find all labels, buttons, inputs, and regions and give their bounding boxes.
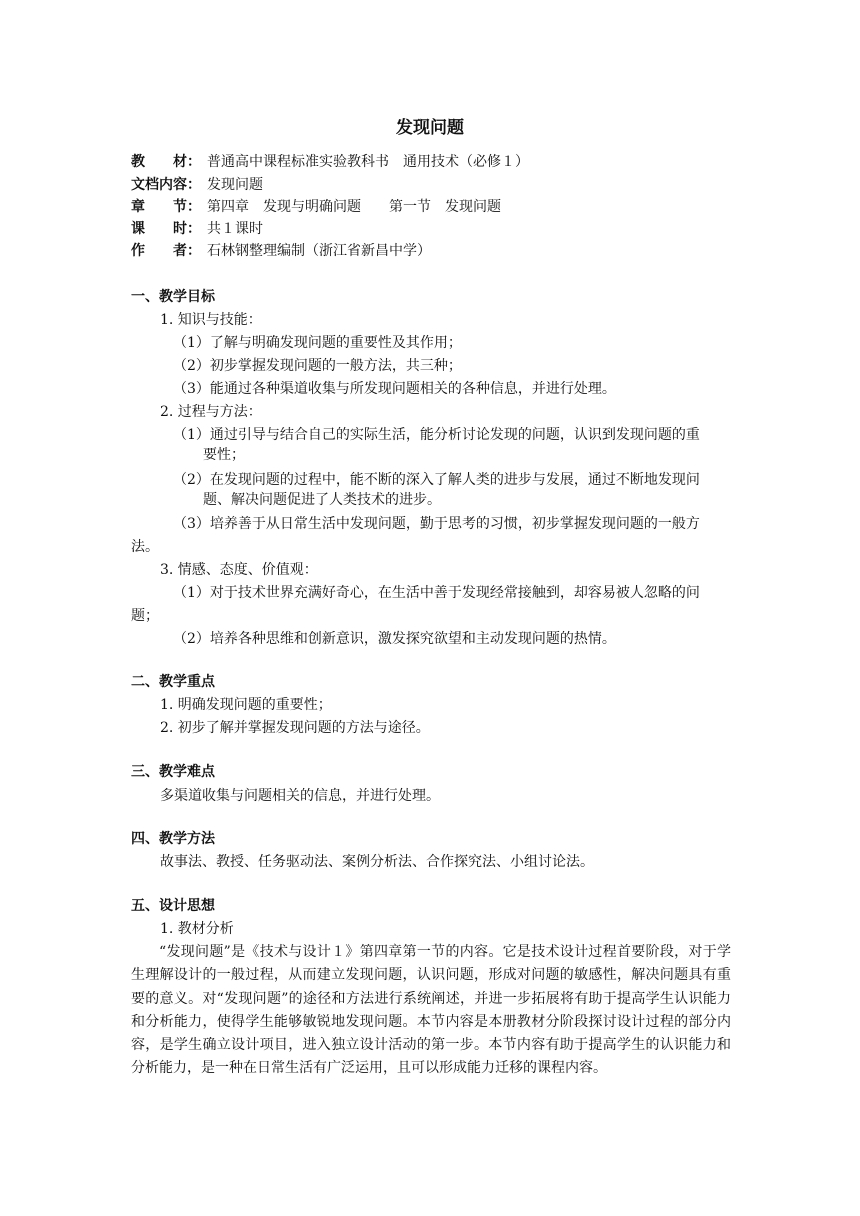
meta-label: 课 时：	[131, 221, 201, 237]
meta-row-textbook	[131, 152, 529, 172]
document-title: 发现问题	[396, 118, 464, 138]
list-item: （3）能通过各种渠道收集与所发现问题相关的各种信息，并进行处理。	[173, 381, 616, 397]
section-heading-keypoints: 二、教学重点	[131, 674, 215, 690]
list-item-continued: 题、解决问题促进了人类技术的进步。	[203, 492, 441, 508]
meta-value: 共１课时	[207, 221, 263, 237]
section-text: 多渠道收集与问题相关的信息，并进行处理。	[160, 788, 440, 804]
subheading-attitude: 3. 情感、态度、价值观：	[160, 562, 318, 578]
subheading-material-analysis: 1. 教材分析	[160, 921, 234, 937]
list-item: （2）在发现问题的过程中，能不断的深入了解人类的进步与发展，通过不断地发现问	[173, 472, 700, 488]
section-heading-design: 五、设计思想	[131, 898, 215, 914]
list-item-continued: 要性；	[203, 447, 245, 463]
list-item-continued: 法。	[131, 539, 159, 555]
list-item: （2）培养各种思维和创新意识，激发探究欲望和主动发现问题的热情。	[173, 631, 616, 647]
meta-row-content	[131, 175, 263, 195]
meta-value: 普通高中课程标准实验教科书 通用技术（必修１）	[207, 154, 529, 170]
subheading-process: 2. 过程与方法：	[160, 404, 262, 420]
section-heading-methods: 四、教学方法	[131, 831, 215, 847]
list-item: 1. 明确发现问题的重要性；	[160, 697, 332, 713]
meta-label: 作 者：	[131, 243, 201, 259]
meta-label: 教 材：	[131, 154, 201, 170]
meta-row-author	[131, 241, 431, 261]
list-item: 2. 初步了解并掌握发现问题的方法与途径。	[160, 720, 430, 736]
meta-row-hours	[131, 219, 263, 239]
meta-label: 文档内容：	[131, 177, 201, 193]
meta-label: 章 节：	[131, 199, 201, 215]
meta-value: 第四章 发现与明确问题 第一节 发现问题	[207, 199, 501, 215]
section-text: 故事法、教授、任务驱动法、案例分析法、合作探究法、小组讨论法。	[160, 854, 594, 870]
section-heading-difficulties: 三、教学难点	[131, 764, 215, 780]
section-heading-objectives: 一、教学目标	[131, 289, 215, 305]
list-item: （1）对于技术世界充满好奇心，在生活中善于发现经常接触到，却容易被人忽略的问	[173, 585, 700, 601]
list-item: （1）通过引导与结合自己的实际生活，能分析讨论发现的问题，认识到发现问题的重	[173, 427, 700, 443]
meta-value: 发现问题	[207, 177, 263, 193]
subheading-knowledge: 1. 知识与技能：	[160, 312, 262, 328]
meta-row-chapter	[131, 197, 501, 217]
list-item-continued: 题；	[131, 608, 159, 624]
list-item: （3）培养善于从日常生活中发现问题，勤于思考的习惯，初步掌握发现问题的一般方	[173, 516, 700, 532]
meta-value: 石林钢整理编制（浙江省新昌中学）	[207, 243, 431, 259]
list-item: （2）初步掌握发现问题的一般方法，共三种；	[173, 358, 462, 374]
body-paragraph: “发现问题”是《技术与设计１》第四章第一节的内容。它是技术设计过程首要阶段，对于学生理解设计的一般过程，从而建立发现问题，认识问题，形成对问题的敏感性，解决问题具有重要的意义。对“发现问题”的途径和方法进行系统阐述，并进一步拓展将有助于提高学生认识能力和分析能力，使得学生能够敏锐地发现问题。本节内容是本册教材分阶段探讨设计过程的部分内容，是学生确立设计项目，进入独立设计活动的第一步。本节内容有助于提高学生的认识能力和分析能力，是一种在日常生活有广泛运用，且可以形成能力迁移的课程内容。	[131, 944, 731, 1077]
list-item: （1）了解与明确发现问题的重要性及其作用；	[173, 335, 462, 351]
